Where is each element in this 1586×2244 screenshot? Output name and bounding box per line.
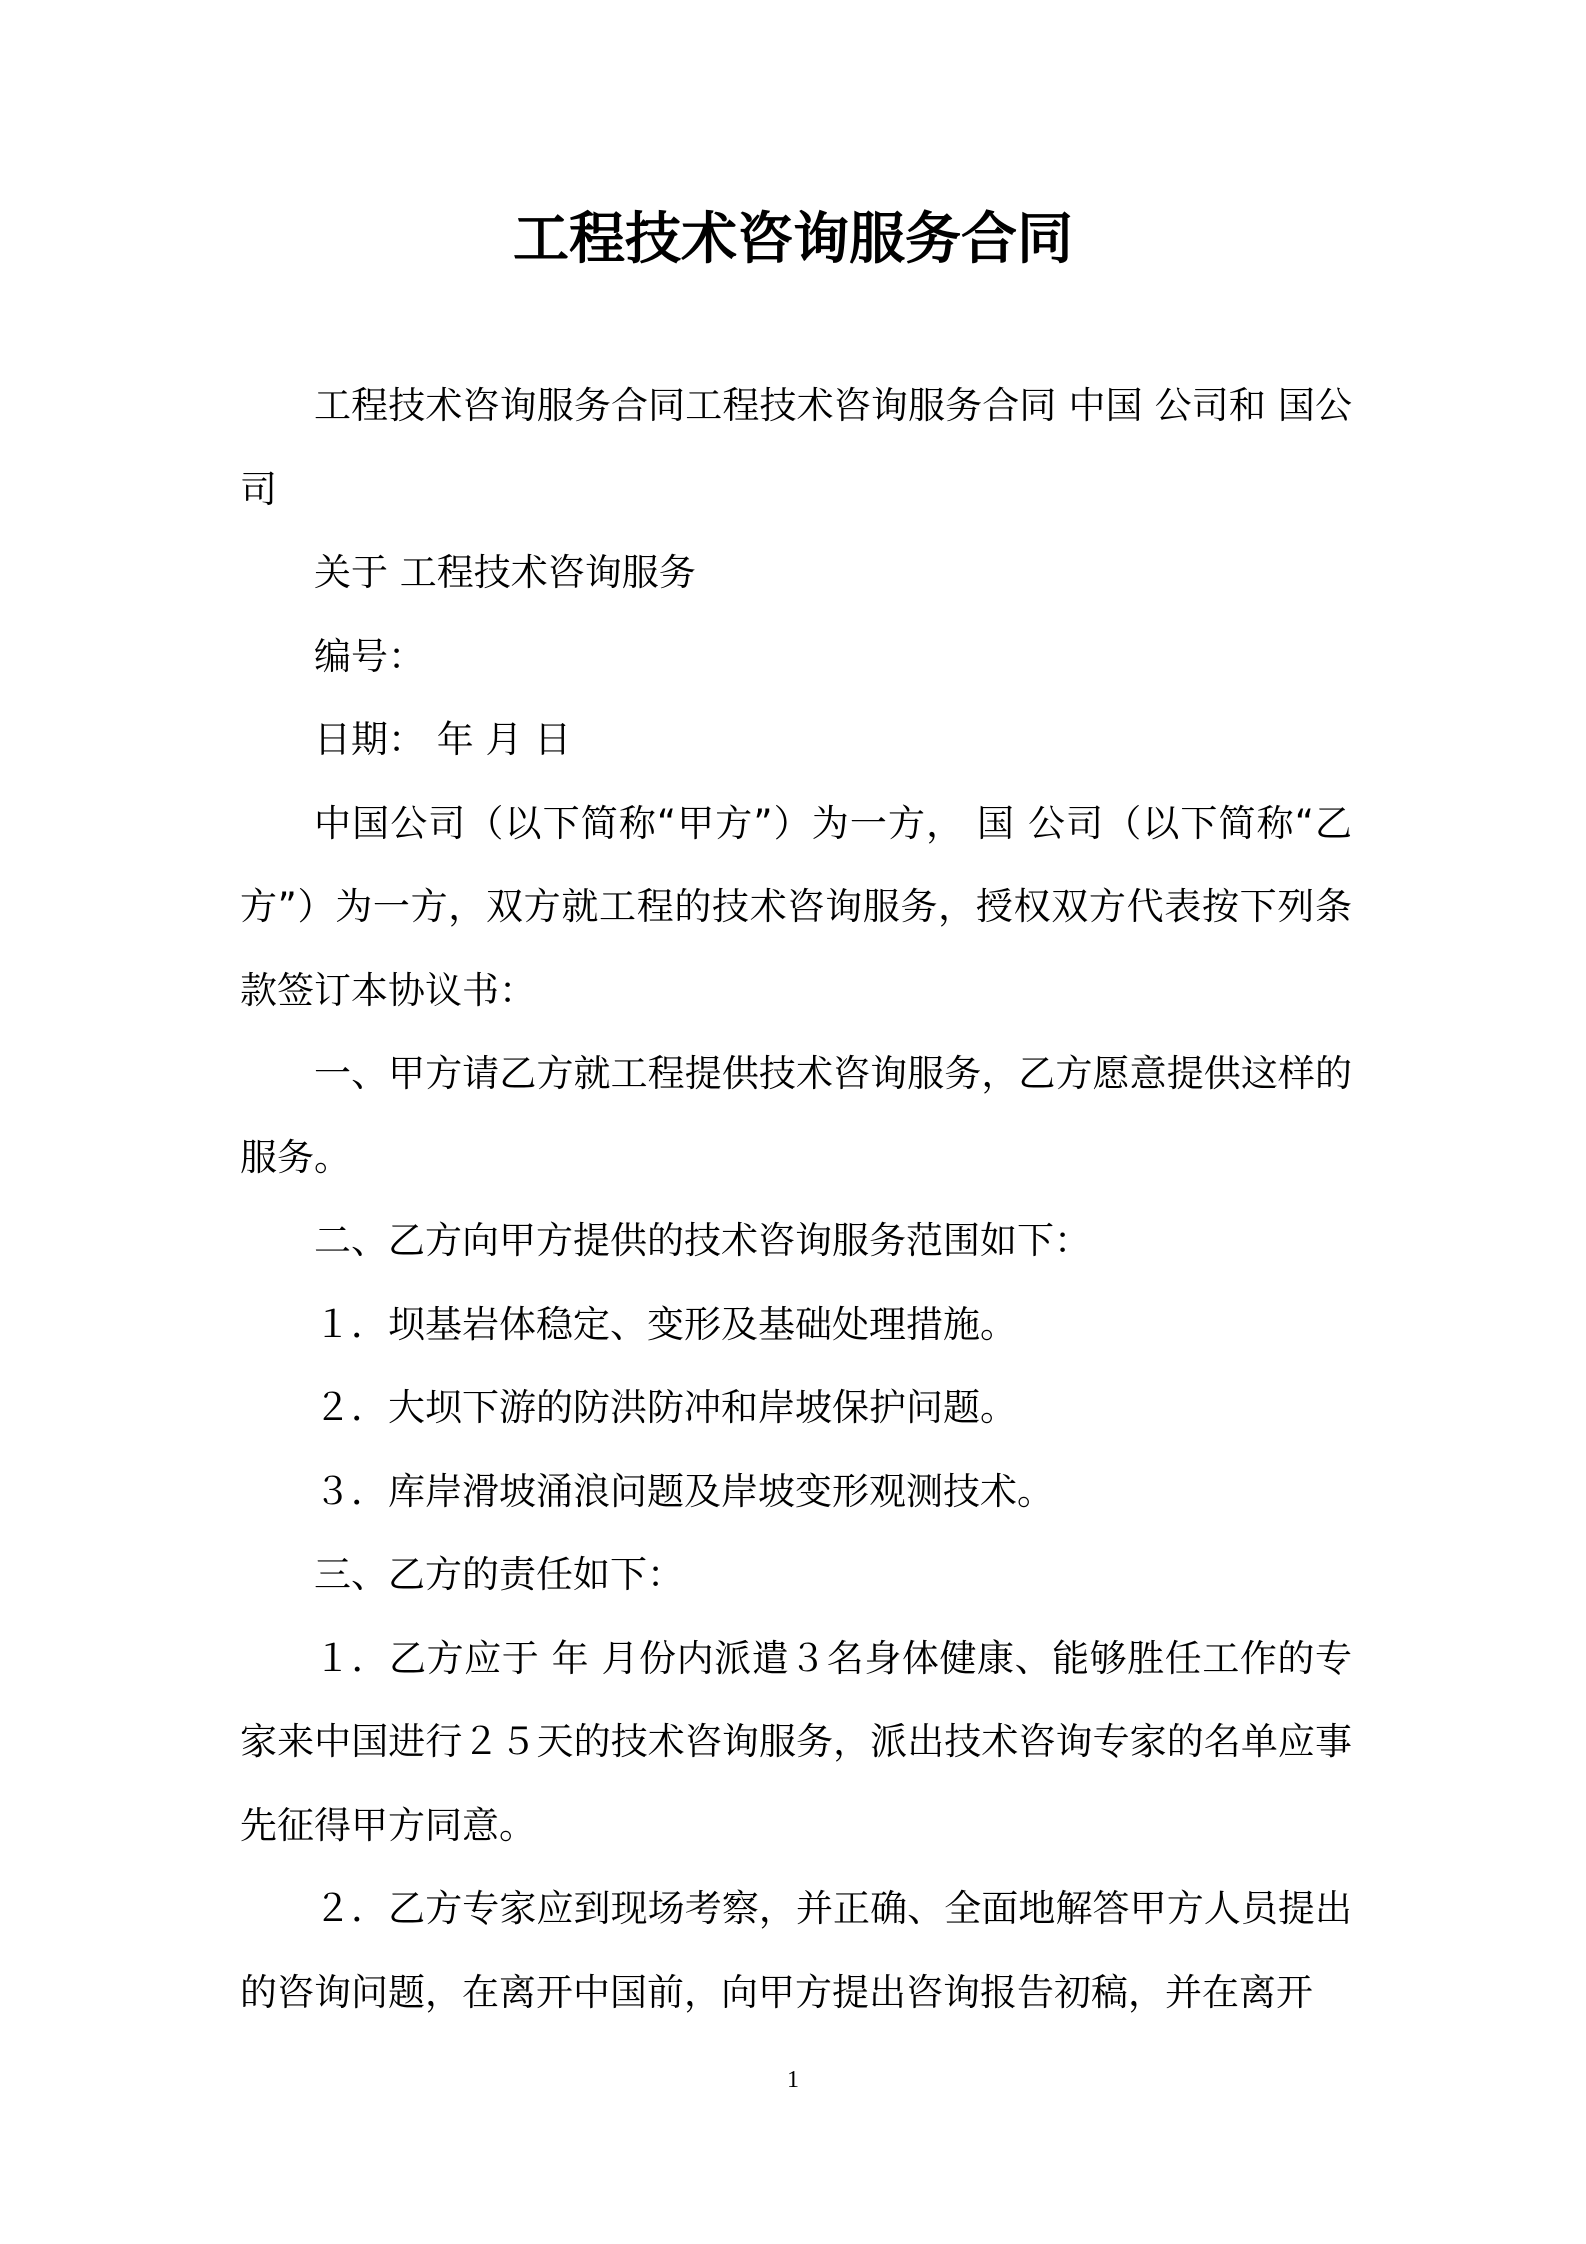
paragraph-clause-2: 二、乙方向甲方提供的技术咨询服务范围如下： [314,1219,1091,1262]
paragraph-date: 日期： 年 月 日 [314,718,572,761]
paragraph-clause-2-item-3: ３．库岸滑坡涌浪问题及岸坡变形观测技术。 [314,1469,1054,1513]
paragraph-clause-3-item-2: ２．乙方专家应到现场考察，并正确、全面地解答甲方人员提出的咨询问题，在离开中国前，向甲方提出咨询报告初稿，并在离开 [240,1887,1352,2014]
document-body [240,364,1352,2034]
paragraph-number: 编号： [314,634,425,678]
paragraph-subject: 关于 工程技术咨询服务 [314,551,696,594]
paragraph-clause-2-item-2: ２．大坝下游的防洪防冲和岸坡保护问题。 [314,1386,1017,1429]
paragraph-clause-3: 三、乙方的责任如下： [314,1553,684,1596]
paragraph-parties: 中国公司（以下简称“甲方”）为一方， 国 公司（以下简称“乙方”）为一方，双方就工程的技术咨询服务，授权双方代表按下列条款签订本协议书： [240,801,1352,1012]
document-title: 工程技术咨询服务合同 [513,207,1073,272]
paragraph-intro: 工程技术咨询服务合同工程技术咨询服务合同 中国 公司和 国公司 [240,384,1352,511]
page-number: 1 [787,2067,799,2093]
paragraph-clause-1: 一、甲方请乙方就工程提供技术咨询服务，乙方愿意提供这样的服务。 [240,1052,1352,1179]
paragraph-clause-2-item-1: １．坝基岩体稳定、变形及基础处理措施。 [314,1302,1017,1346]
paragraph-clause-3-item-1: １．乙方应于 年 月份内派遣３名身体健康、能够胜任工作的专家来中国进行２５天的技术咨询服务，派出技术咨询专家的名单应事先征得甲方同意。 [240,1636,1352,1847]
